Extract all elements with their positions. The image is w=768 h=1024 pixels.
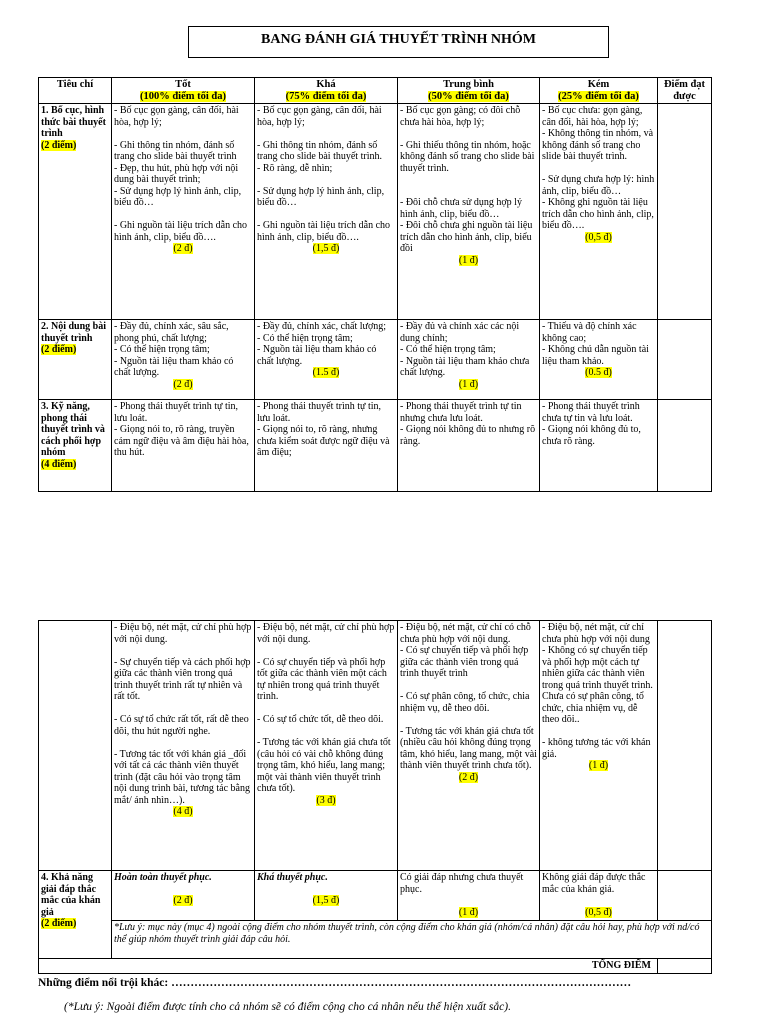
fair-cell: - Phong thái thuyết trình tự tin, lưu loát. - Giọng nói to, rõ ràng, nhưng chưa kiểm soát được ngữ điệu và âm điệu; — [255, 400, 398, 492]
header-good: Tốt (100% điểm tối đa) — [112, 78, 255, 104]
poor-cell: - Phong thái thuyết trình chưa tự tin và lưu loát. - Giọng nói không đủ to, chưa rõ ràng. — [540, 400, 658, 492]
score-input-cell[interactable] — [658, 871, 712, 921]
score-input-cell[interactable] — [658, 104, 712, 320]
poor-cell: - Bố cục chưa: gọn gàng, cân đối, hài hòa, hợp lý; - Không thông tin nhóm, và không đánh số trang cho slide bài thuyết trình. - Sử dụng chưa hợp lý: hình ảnh, clip, biểu đồ… - Không ghi nguồn tài liệu trích dẫn cho hình ảnh, clip, biểu đồ…. (0,5 đ) — [540, 104, 658, 320]
good-cell: - Phong thái thuyết trình tự tin, lưu loát. - Giọng nói to, rõ ràng, truyền cảm ngữ điệu và âm điệu hài hòa, thu hút. — [112, 400, 255, 492]
score-input-cell[interactable] — [658, 320, 712, 400]
fair-cell: - Bố cục gọn gàng, cân đối, hài hòa, hợp lý; - Ghi thông tin nhóm, đánh số trang cho slide bài thuyết trình. - Rõ ràng, dễ nhìn; - Sử dụng hợp lý hình ảnh, clip, biểu đồ… - Ghi nguồn tài liệu trích dẫn cho hình ảnh, clip, biểu đồ…. (1,5 đ) — [255, 104, 398, 320]
good-cell: - Đầy đủ, chính xác, sâu sắc, phong phú, chất lượng; - Có thể hiện trọng tâm; - Nguồn tài liệu tham khảo có chất lượng. (2 đ) — [112, 320, 255, 400]
table-row — [39, 621, 712, 871]
poor-cell: - Điệu bộ, nét mặt, cử chỉ chưa phù hợp với nội dung - Không có sự chuyển tiếp và phối hợp một cách tự nhiên giữa các thành viên trong quá trình thuyết trình. Chưa có sự phân công, tổ chức, chia nhiệm vụ, dễ theo dõi.. - không tương tác với khán giả. (1 đ) — [540, 621, 658, 871]
header-criteria: Tiêu chí — [39, 78, 112, 104]
page-title: BANG ĐÁNH GIÁ THUYẾT TRÌNH NHÓM — [188, 26, 609, 58]
footnote: (*Lưu ý: Ngoài điểm được tính cho cả nhóm sẽ có điểm cộng cho cá nhân nếu thể hiện xuất sắc). — [64, 1001, 511, 1013]
avg-cell: - Bố cục gọn gàng; có đôi chỗ chưa hài hòa, hợp lý; - Ghi thiếu thông tin nhóm, hoặc không đánh số trang cho slide bài thuyết trình. - Đôi chỗ chưa sử dụng hợp lý hình ảnh, clip, biểu đồ… - Đôi chỗ chưa ghi nguồn tài liệu trích dẫn cho hình ảnh, clip, biểu đồi (1 đ) — [398, 104, 540, 320]
highlights-line: Những điểm nổi trội khác: ………………………………………………………………………………………………………… — [38, 977, 632, 989]
criteria-cell — [39, 621, 112, 871]
table-row — [39, 320, 712, 400]
note-row — [39, 921, 712, 959]
avg-cell: - Điệu bộ, nét mặt, cử chỉ có chỗ chưa phù hợp với nội dung. - Có sự chuyển tiếp và phối hợp giữa các thành viên trong quá trình thuyết trình - Có sự phân công, tổ chức, chia nhiệm vụ, dễ theo dõi. - Tương tác với khán giả chưa tốt (nhiều câu hỏi không đúng trọng tâm, khó hiểu, lang mang, một vài thành viên thuyết trình chưa tốt). (2 đ) — [398, 621, 540, 871]
header-row — [39, 78, 712, 104]
score-input-cell[interactable] — [658, 621, 712, 871]
evaluation-table-continued — [38, 620, 712, 974]
total-score-cell[interactable] — [658, 959, 712, 974]
header-avg: Trung bình (50% điểm tối đa) — [398, 78, 540, 104]
good-cell: - Bố cục gọn gàng, cân đối, hài hòa, hợp lý; - Ghi thông tin nhóm, đánh số trang cho slide bài thuyết trình - Đẹp, thu hút, phù hợp với nội dung bài thuyết trình; - Sử dụng hợp lý hình ảnh, clip, biểu đồ… - Ghi nguồn tài liệu trích dẫn cho hình ảnh, clip, biểu đồ…. (2 đ) — [112, 104, 255, 320]
poor-cell: - Thiếu và độ chính xác không cao; - Không chú dẫn nguồn tài liệu tham khảo. (0.5 đ) — [540, 320, 658, 400]
header-fair: Khá (75% điểm tối đa) — [255, 78, 398, 104]
fair-cell: - Đầy đủ, chính xác, chất lượng; - Có thể hiện trọng tâm; - Nguồn tài liệu tham khảo có chất lượng. (1.5 đ) — [255, 320, 398, 400]
criteria-cell: 4. Khả năng giải đáp thắc mắc của khán giả (2 điểm) — [39, 871, 112, 959]
avg-cell: - Đầy đủ và chính xác các nội dung chính; - Có thể hiện trọng tâm; - Nguồn tài liệu tham khảo chưa chất lượng. (1 đ) — [398, 320, 540, 400]
header-poor: Kém (25% điểm tối đa) — [540, 78, 658, 104]
total-label: TỔNG ĐIỂM — [39, 959, 658, 974]
poor-cell: Không giải đáp được thắc mắc của khán giả. (0,5 đ) — [540, 871, 658, 921]
good-cell: Hoàn toàn thuyết phục. (2 đ) — [112, 871, 255, 921]
fair-cell: - Điệu bộ, nét mặt, cử chỉ phù hợp với nội dung. - Có sự chuyển tiếp và phối hợp tốt giữa các thành viên một cách tự nhiên trong quá trình thuyết trình. - Có sự tổ chức tốt, dễ theo dõi. - Tương tác với khán giả chưa tốt (câu hỏi có vài chỗ không đúng trọng tâm, khó hiểu, lang mang; một vài thành viên thuyết trình chưa tốt). (3 đ) — [255, 621, 398, 871]
note-cell: *Lưu ý: mục này (mục 4) ngoài cộng điểm cho nhóm thuyết trình, còn cộng điểm cho khán giả (nhóm/cá nhân) đặt câu hỏi hay, phù hợp với nd/có thể giúp nhóm thuyết trình giải đáp câu hỏi. — [112, 921, 712, 959]
table-row — [39, 871, 712, 921]
fair-cell: Khá thuyết phục. (1,5 đ) — [255, 871, 398, 921]
avg-cell: - Phong thái thuyết trình tự tin nhưng chưa lưu loát. - Giọng nói không đủ to nhưng rõ ràng. — [398, 400, 540, 492]
criteria-cell: 3. Kỹ năng, phong thái thuyết trình và cách phối hợp nhóm (4 điểm) — [39, 400, 112, 492]
evaluation-table — [38, 77, 712, 492]
score-input-cell[interactable] — [658, 400, 712, 492]
header-score: Điểm đạt được — [658, 78, 712, 104]
good-cell: - Điệu bộ, nét mặt, cử chỉ phù hợp với nội dung. - Sự chuyển tiếp và cách phối hợp giữa các thành viên trong quá trình thuyết trình rất tự nhiên và rất tốt. - Có sự tổ chức rất tốt, rất dễ theo dõi, thu hút người nghe. - Tương tác tốt với khán giả _đối với tất cả các thành viên thuyết trình (đặt câu hỏi vào trọng tâm nội dung trình bài, tương tác bằng mắt/ ánh nhìn…). (4 đ) — [112, 621, 255, 871]
table-row — [39, 400, 712, 492]
avg-cell: Có giải đáp nhưng chưa thuyết phục. (1 đ) — [398, 871, 540, 921]
total-row — [39, 959, 712, 974]
table-row — [39, 104, 712, 320]
criteria-cell: 2. Nội dung bài thuyết trình (2 điểm) — [39, 320, 112, 400]
criteria-cell: 1. Bố cục, hình thức bài thuyết trình (2 điểm) — [39, 104, 112, 320]
